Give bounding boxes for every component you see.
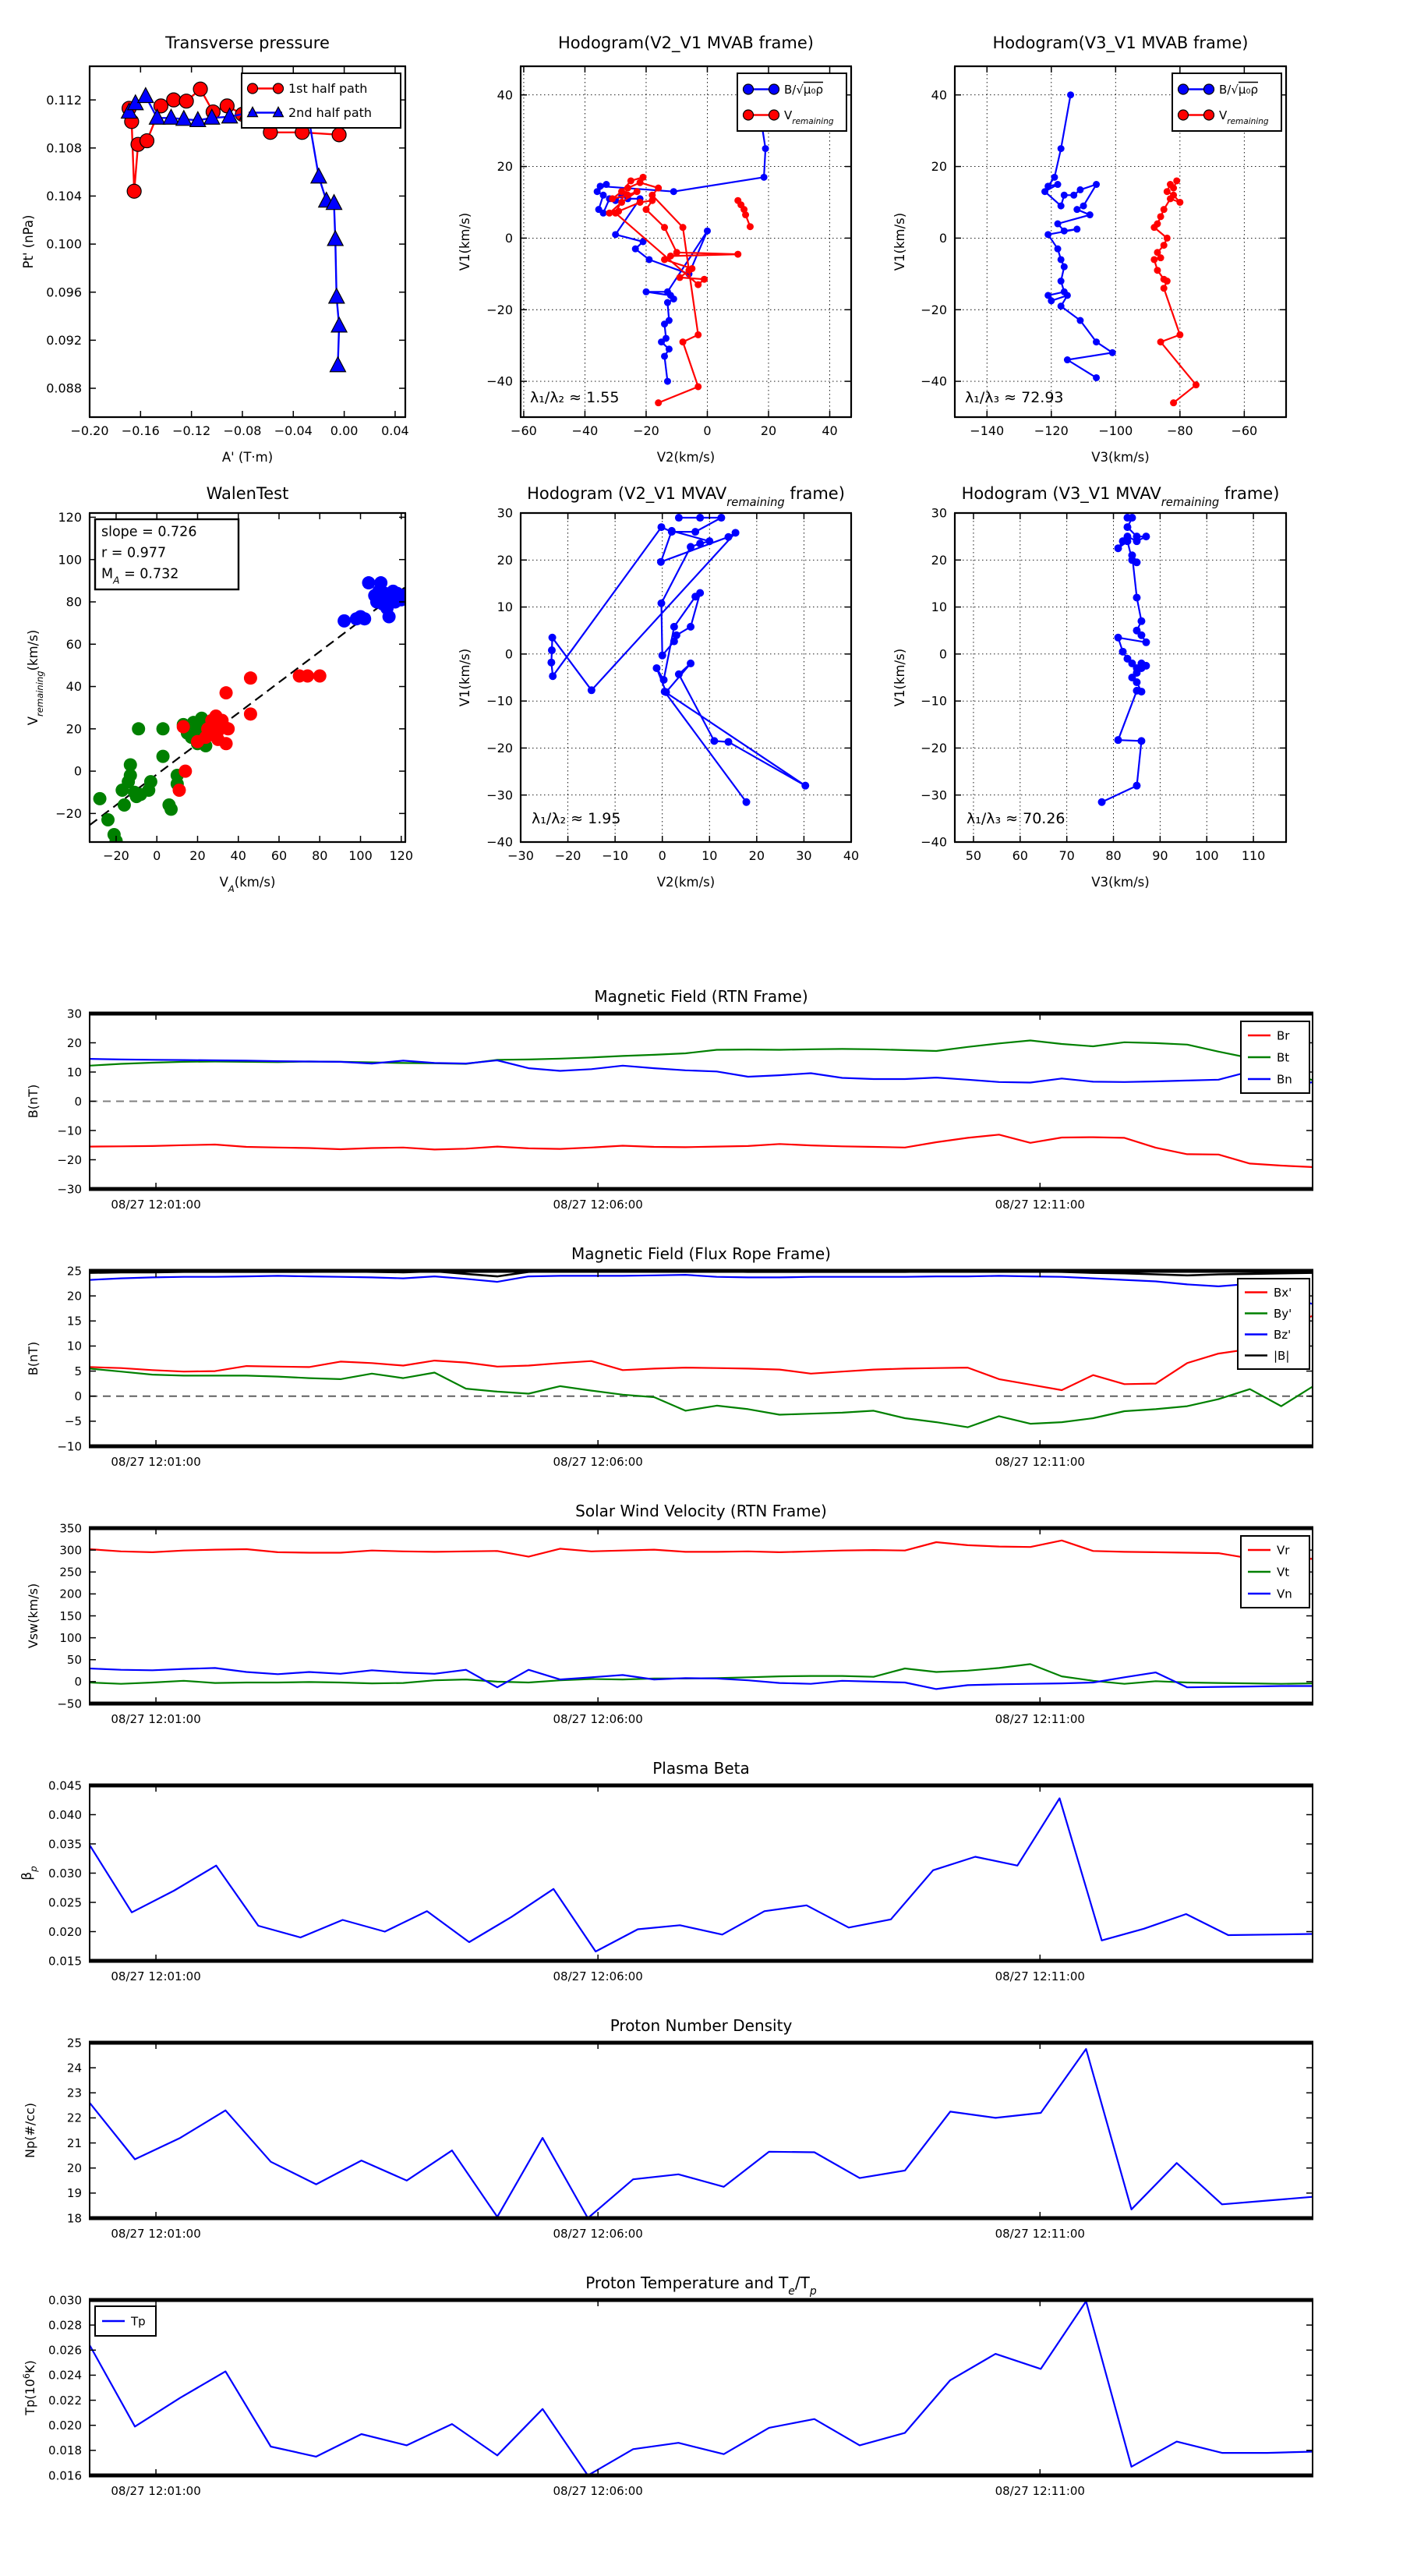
y-tick-label: 10 <box>66 1339 82 1353</box>
y-tick-label: 0 <box>938 646 947 662</box>
legend-label: By' <box>1274 1306 1292 1321</box>
legend-label: Bn <box>1277 1072 1292 1087</box>
series-beta-p <box>90 1799 1313 1952</box>
x-tick-label: 100 <box>1194 848 1219 863</box>
y-tick-label: 350 <box>59 1521 82 1536</box>
panel-title: Proton Number Density <box>610 2016 793 2035</box>
y-tick-label: 5 <box>74 1364 82 1378</box>
x-tick-label: 40 <box>822 423 838 438</box>
series-B/√{μ₀ρ} <box>1041 91 1116 381</box>
legend <box>1241 1021 1309 1093</box>
x-axis-label: V2(km/s) <box>656 875 716 890</box>
y-tick-label: −40 <box>486 373 513 389</box>
series-last-interval <box>337 576 410 628</box>
y-tick-label: 22 <box>66 2111 82 2125</box>
y-tick-label: 19 <box>66 2186 82 2201</box>
series-layer <box>90 1041 1313 1167</box>
y-tick-label: 250 <box>59 1565 82 1580</box>
annotation <box>95 519 239 589</box>
annotation-line: r = 0.977 <box>101 545 167 561</box>
panel-title: Magnetic Field (RTN Frame) <box>594 987 808 1006</box>
annotation <box>530 389 619 406</box>
y-tick-label: 20 <box>931 159 947 175</box>
y-tick-label: 100 <box>59 1630 82 1645</box>
legend-label: Br <box>1277 1028 1290 1043</box>
legend <box>1172 73 1281 131</box>
x-tick-label: −0.16 <box>121 423 160 438</box>
y-tick-label: −10 <box>486 693 513 709</box>
y-tick-label: 0.030 <box>48 2293 82 2308</box>
x-tick-label: −80 <box>1166 423 1193 438</box>
x-tick-label: −20 <box>633 423 659 438</box>
y-tick-label: 20 <box>497 159 513 175</box>
y-tick-label: 0.024 <box>48 2368 82 2383</box>
y-tick-label: 30 <box>497 505 513 521</box>
legend-label: Bz' <box>1274 1327 1292 1342</box>
y-tick-label: −40 <box>921 834 947 850</box>
series-layer <box>90 2302 1313 2475</box>
y-tick-label: 0 <box>74 1094 82 1109</box>
annotation-text: λ₁/λ₂ ≈ 1.95 <box>532 810 621 827</box>
y-tick-label: 40 <box>65 679 82 695</box>
series-layer <box>547 514 809 806</box>
x-tick-label: 08/27 12:06:00 <box>553 1969 643 1983</box>
legend <box>95 2306 156 2336</box>
y-tick-label: 10 <box>66 1065 82 1080</box>
y-tick-label: −20 <box>57 1152 82 1167</box>
x-tick-label: 60 <box>1012 848 1028 863</box>
annotation <box>967 810 1066 827</box>
y-tick-label: 24 <box>66 2061 82 2075</box>
y-tick-label: 20 <box>66 1035 82 1050</box>
panel-hodogram-v2v1-mvab <box>458 34 852 465</box>
x-tick-label: −40 <box>571 423 599 438</box>
legend-label: Tp <box>131 2314 146 2329</box>
panel-title: Transverse pressure <box>165 34 330 52</box>
series-layer <box>90 1271 1313 1428</box>
y-axis-label: Pt' (nPa) <box>21 214 36 269</box>
x-tick-label: 08/27 12:06:00 <box>553 1198 643 1212</box>
y-tick-label: 0.035 <box>48 1837 82 1852</box>
y-tick-label: 30 <box>66 1007 82 1021</box>
panel-magnetic-field-flux-rope <box>26 1244 1313 1469</box>
series-layer <box>1098 514 1150 806</box>
x-tick-label: 20 <box>748 848 765 863</box>
x-tick-label: −20 <box>103 848 129 863</box>
panel-hodogram-v3v1-mvab <box>892 34 1287 465</box>
y-tick-label: 10 <box>497 600 513 615</box>
x-tick-label: 08/27 12:11:00 <box>995 2484 1085 2498</box>
y-axis-label: V1(km/s) <box>892 648 907 707</box>
x-tick-label: −140 <box>970 423 1005 438</box>
y-tick-label: −20 <box>55 805 82 821</box>
x-tick-label: 40 <box>230 848 246 863</box>
y-tick-label: 20 <box>65 721 82 737</box>
y-tick-label: 0 <box>504 231 513 246</box>
x-tick-label: 08/27 12:06:00 <box>553 1712 643 1726</box>
x-tick-label: 10 <box>702 848 718 863</box>
legend-label: Bt <box>1277 1050 1290 1065</box>
y-tick-label: −40 <box>486 834 513 850</box>
series-Br <box>90 1134 1313 1167</box>
x-tick-label: 110 <box>1241 848 1266 863</box>
legend-label: B/√μ₀ρ <box>784 82 823 97</box>
y-tick-label: −5 <box>64 1414 82 1429</box>
series-layer <box>1041 91 1200 406</box>
x-tick-label: 0 <box>658 848 666 863</box>
y-tick-label: 0.104 <box>46 189 82 204</box>
legend-label: Vr <box>1277 1543 1290 1558</box>
y-tick-label: −40 <box>921 373 947 389</box>
y-tick-label: 0 <box>74 1389 82 1403</box>
y-axis-label: V1(km/s) <box>458 212 472 271</box>
series-By' <box>90 1368 1313 1427</box>
y-tick-label: 0.028 <box>48 2318 82 2333</box>
x-tick-label: 08/27 12:01:00 <box>111 1198 201 1212</box>
legend <box>1241 1536 1309 1608</box>
y-axis-label: $\beta_p$ <box>19 1866 39 1881</box>
x-tick-label: 50 <box>965 848 982 863</box>
y-tick-label: 15 <box>66 1314 82 1329</box>
y-tick-label: 120 <box>58 510 82 525</box>
x-tick-label: −100 <box>1098 423 1133 438</box>
y-tick-label: 0.020 <box>48 2418 82 2433</box>
legend-label: B/√μ₀ρ <box>1219 82 1258 97</box>
ticks <box>67 2036 1313 2241</box>
series-Np <box>90 2049 1313 2218</box>
x-axis-label: V3(km/s) <box>1091 450 1150 465</box>
panel-title: Hodogram (V3_V1 $MVAV_{remaining}$ frame) <box>961 484 1280 509</box>
x-tick-label: 08/27 12:06:00 <box>553 2227 643 2241</box>
y-axis-label: $Tp(10^6K)$ <box>21 2360 37 2415</box>
series-layer <box>90 1541 1313 1690</box>
series-Bz' <box>90 1275 1313 1304</box>
y-tick-label: 0.030 <box>48 1866 82 1881</box>
x-tick-label: 08/27 12:06:00 <box>553 2484 643 2498</box>
y-tick-label: 0.092 <box>46 332 82 348</box>
y-tick-label: 200 <box>59 1587 82 1601</box>
y-tick-label: 0 <box>938 231 947 246</box>
x-tick-label: 100 <box>348 848 373 863</box>
panel-title: Hodogram(V3_V1 MVAB frame) <box>992 34 1249 52</box>
legend-label: Bx' <box>1274 1285 1292 1300</box>
y-tick-label: 0.040 <box>48 1807 82 1822</box>
series-2nd half path <box>122 88 347 372</box>
y-tick-label: −20 <box>921 302 947 317</box>
series-Vr <box>90 1541 1313 1559</box>
x-tick-label: 20 <box>760 423 777 438</box>
y-tick-label: 25 <box>66 2036 82 2051</box>
legend-label: 2nd half path <box>288 105 373 121</box>
y-tick-label: −50 <box>57 1697 82 1711</box>
series-Bx' <box>90 1316 1313 1390</box>
y-tick-label: −10 <box>57 1123 82 1138</box>
x-tick-label: 0.04 <box>381 423 409 438</box>
x-tick-label: 20 <box>189 848 206 863</box>
y-axis-label: $V_{remaining}(km/s)$ <box>26 629 45 726</box>
y-tick-label: 50 <box>66 1653 82 1667</box>
y-tick-label: 23 <box>66 2086 82 2100</box>
annotation-line: $M_A = 0.732$ <box>101 566 179 586</box>
x-tick-label: −0.20 <box>70 423 109 438</box>
y-tick-label: 0.025 <box>48 1895 82 1910</box>
annotation <box>532 810 620 827</box>
y-tick-label: 0.018 <box>48 2443 82 2458</box>
series-Bn <box>90 1059 1313 1087</box>
y-tick-label: 40 <box>497 87 513 103</box>
y-tick-label: −10 <box>921 693 947 709</box>
panel-title: Solar Wind Velocity (RTN Frame) <box>575 1502 827 1520</box>
axes-frame <box>520 513 852 842</box>
y-tick-label: 0.016 <box>48 2468 82 2483</box>
panel-proton-number-density <box>23 2016 1313 2241</box>
annotation-text: λ₁/λ₂ ≈ 1.55 <box>530 389 620 406</box>
y-tick-label: 40 <box>931 87 947 103</box>
series-V-remaining-path <box>547 514 809 806</box>
x-tick-label: 80 <box>312 848 328 863</box>
panel-title: Proton Temperature and $T_e/T_p$ <box>585 2273 817 2298</box>
y-axis-label: V1(km/s) <box>892 212 907 271</box>
x-tick-label: −0.04 <box>274 423 313 438</box>
x-tick-label: 08/27 12:11:00 <box>995 1969 1085 1983</box>
axes-frame <box>89 1271 1313 1446</box>
ticks <box>48 2293 1313 2498</box>
x-axis-label: V3(km/s) <box>1091 875 1150 890</box>
panel-title: WalenTest <box>206 484 289 503</box>
y-tick-label: 25 <box>66 1264 82 1279</box>
y-tick-label: 0 <box>73 763 82 779</box>
x-tick-label: −60 <box>511 423 537 438</box>
panel-walen-test <box>26 484 413 894</box>
y-tick-label: 0.112 <box>46 92 82 108</box>
y-tick-label: 0 <box>504 646 513 662</box>
y-tick-label: 0.026 <box>48 2343 82 2358</box>
y-tick-label: 30 <box>931 505 947 521</box>
x-tick-label: −60 <box>1231 423 1258 438</box>
legend-label: Vt <box>1277 1565 1290 1580</box>
x-axis-label: A' (T·m) <box>221 450 274 465</box>
annotation-text: λ₁/λ₃ ≈ 72.93 <box>965 389 1064 406</box>
panel-hodogram-v3v1-mvav <box>892 484 1287 890</box>
series-layer <box>90 1799 1313 1952</box>
y-axis-label: V1(km/s) <box>458 648 472 707</box>
y-tick-label: 0.045 <box>48 1778 82 1793</box>
panel-transverse-pressure <box>21 34 409 465</box>
x-tick-label: 70 <box>1058 848 1075 863</box>
x-tick-label: 90 <box>1152 848 1168 863</box>
y-tick-label: −20 <box>486 741 513 756</box>
x-tick-label: 08/27 12:11:00 <box>995 1712 1085 1726</box>
series-V_{remaining} <box>1150 177 1200 406</box>
ticks <box>48 1778 1313 1983</box>
legend-label: |B| <box>1274 1348 1290 1363</box>
legend <box>242 73 401 128</box>
y-tick-label: 80 <box>65 594 82 610</box>
x-tick-label: 120 <box>389 848 414 863</box>
legend-label: $V_{remaining}$ <box>784 108 834 126</box>
y-tick-label: 20 <box>66 2160 82 2175</box>
y-tick-label: 0.020 <box>48 1924 82 1939</box>
y-tick-label: −20 <box>486 302 513 317</box>
y-tick-label: 60 <box>65 636 82 652</box>
series-layer <box>594 106 769 407</box>
x-tick-label: 08/27 12:11:00 <box>995 2227 1085 2241</box>
y-tick-label: 0.015 <box>48 1954 82 1969</box>
x-tick-label: 0 <box>703 423 712 438</box>
x-tick-label: 08/27 12:11:00 <box>995 1198 1085 1212</box>
legend-label: $V_{remaining}$ <box>1219 108 1269 126</box>
series-V-remaining-path <box>1098 514 1150 806</box>
panel-title: Magnetic Field (Flux Rope Frame) <box>571 1244 831 1263</box>
y-tick-label: 20 <box>66 1289 82 1304</box>
y-axis-label: Vsw(km/s) <box>26 1583 41 1649</box>
annotation <box>965 389 1064 406</box>
x-tick-label: 30 <box>796 848 812 863</box>
panel-plasma-beta <box>19 1759 1313 1983</box>
x-tick-label: −30 <box>507 848 534 863</box>
y-tick-label: 20 <box>931 552 947 568</box>
x-tick-label: −120 <box>1034 423 1069 438</box>
x-tick-label: 08/27 12:06:00 <box>553 1455 643 1469</box>
y-axis-label: Np(#/cc) <box>23 2103 37 2158</box>
y-axis-label: B(nT) <box>26 1084 41 1119</box>
series-Vn <box>90 1668 1313 1689</box>
y-axis-label: B(nT) <box>26 1341 41 1376</box>
y-tick-label: −30 <box>486 787 513 803</box>
y-tick-label: 18 <box>66 2211 82 2226</box>
y-tick-label: 0 <box>74 1675 82 1690</box>
panel-magnetic-field-rtn <box>26 987 1313 1212</box>
y-tick-label: 0.108 <box>46 140 82 156</box>
x-tick-label: 08/27 12:11:00 <box>995 1455 1085 1469</box>
panel-title: Plasma Beta <box>652 1759 750 1778</box>
x-tick-label: 0 <box>153 848 161 863</box>
axes-frame <box>89 2043 1313 2218</box>
y-tick-label: 0.100 <box>46 236 82 252</box>
y-tick-label: 150 <box>59 1608 82 1623</box>
y-tick-label: 0.088 <box>46 380 82 396</box>
x-tick-label: 08/27 12:01:00 <box>111 1969 201 1983</box>
y-tick-label: −30 <box>921 787 947 803</box>
panel-hodogram-v2v1-mvav <box>458 484 859 890</box>
y-tick-label: 100 <box>58 552 82 568</box>
series-first-interval <box>94 712 214 847</box>
x-tick-label: 80 <box>1105 848 1122 863</box>
y-tick-label: 21 <box>66 2135 82 2150</box>
x-tick-label: −0.08 <box>223 423 262 438</box>
y-tick-label: −20 <box>921 741 947 756</box>
x-tick-label: 40 <box>843 848 860 863</box>
panel-proton-temperature <box>22 2273 1314 2498</box>
x-axis-label: $V_A(km/s)$ <box>219 875 276 894</box>
y-tick-label: 0.096 <box>46 285 82 300</box>
legend-label: 1st half path <box>288 81 368 97</box>
y-tick-label: 0.022 <box>48 2393 82 2408</box>
panel-title: Hodogram (V2_V1 $MVAV_{remaining}$ frame) <box>527 484 845 509</box>
x-tick-label: 08/27 12:01:00 <box>111 2484 201 2498</box>
series-layer <box>90 2049 1313 2218</box>
x-axis-label: V2(km/s) <box>656 450 716 465</box>
legend <box>737 73 846 131</box>
x-tick-label: 08/27 12:01:00 <box>111 1455 201 1469</box>
series-Tp <box>90 2302 1313 2475</box>
panel-title: Hodogram(V2_V1 MVAB frame) <box>558 34 814 52</box>
series-V_{remaining} <box>606 174 754 406</box>
x-tick-label: 60 <box>270 848 288 863</box>
ticks <box>57 1007 1313 1212</box>
panel-solar-wind-velocity <box>26 1502 1313 1726</box>
annotation-text: λ₁/λ₃ ≈ 70.26 <box>967 810 1066 827</box>
series-layer <box>90 576 410 847</box>
x-tick-label: −0.12 <box>172 423 211 438</box>
grid <box>521 513 851 842</box>
y-tick-label: 10 <box>931 600 947 615</box>
x-tick-label: 08/27 12:01:00 <box>111 2227 201 2241</box>
x-tick-label: 0.00 <box>330 423 359 438</box>
y-tick-label: −30 <box>57 1182 82 1197</box>
x-tick-label: −10 <box>602 848 629 863</box>
y-tick-label: −10 <box>57 1439 82 1454</box>
y-tick-label: 20 <box>497 552 513 568</box>
x-tick-label: 08/27 12:01:00 <box>111 1712 201 1726</box>
legend <box>1238 1279 1309 1369</box>
axes-frame <box>89 1785 1313 1961</box>
annotation-line: slope = 0.726 <box>101 524 197 540</box>
y-tick-label: 300 <box>59 1543 82 1558</box>
x-tick-label: −20 <box>554 848 581 863</box>
legend-label: Vn <box>1277 1587 1292 1601</box>
